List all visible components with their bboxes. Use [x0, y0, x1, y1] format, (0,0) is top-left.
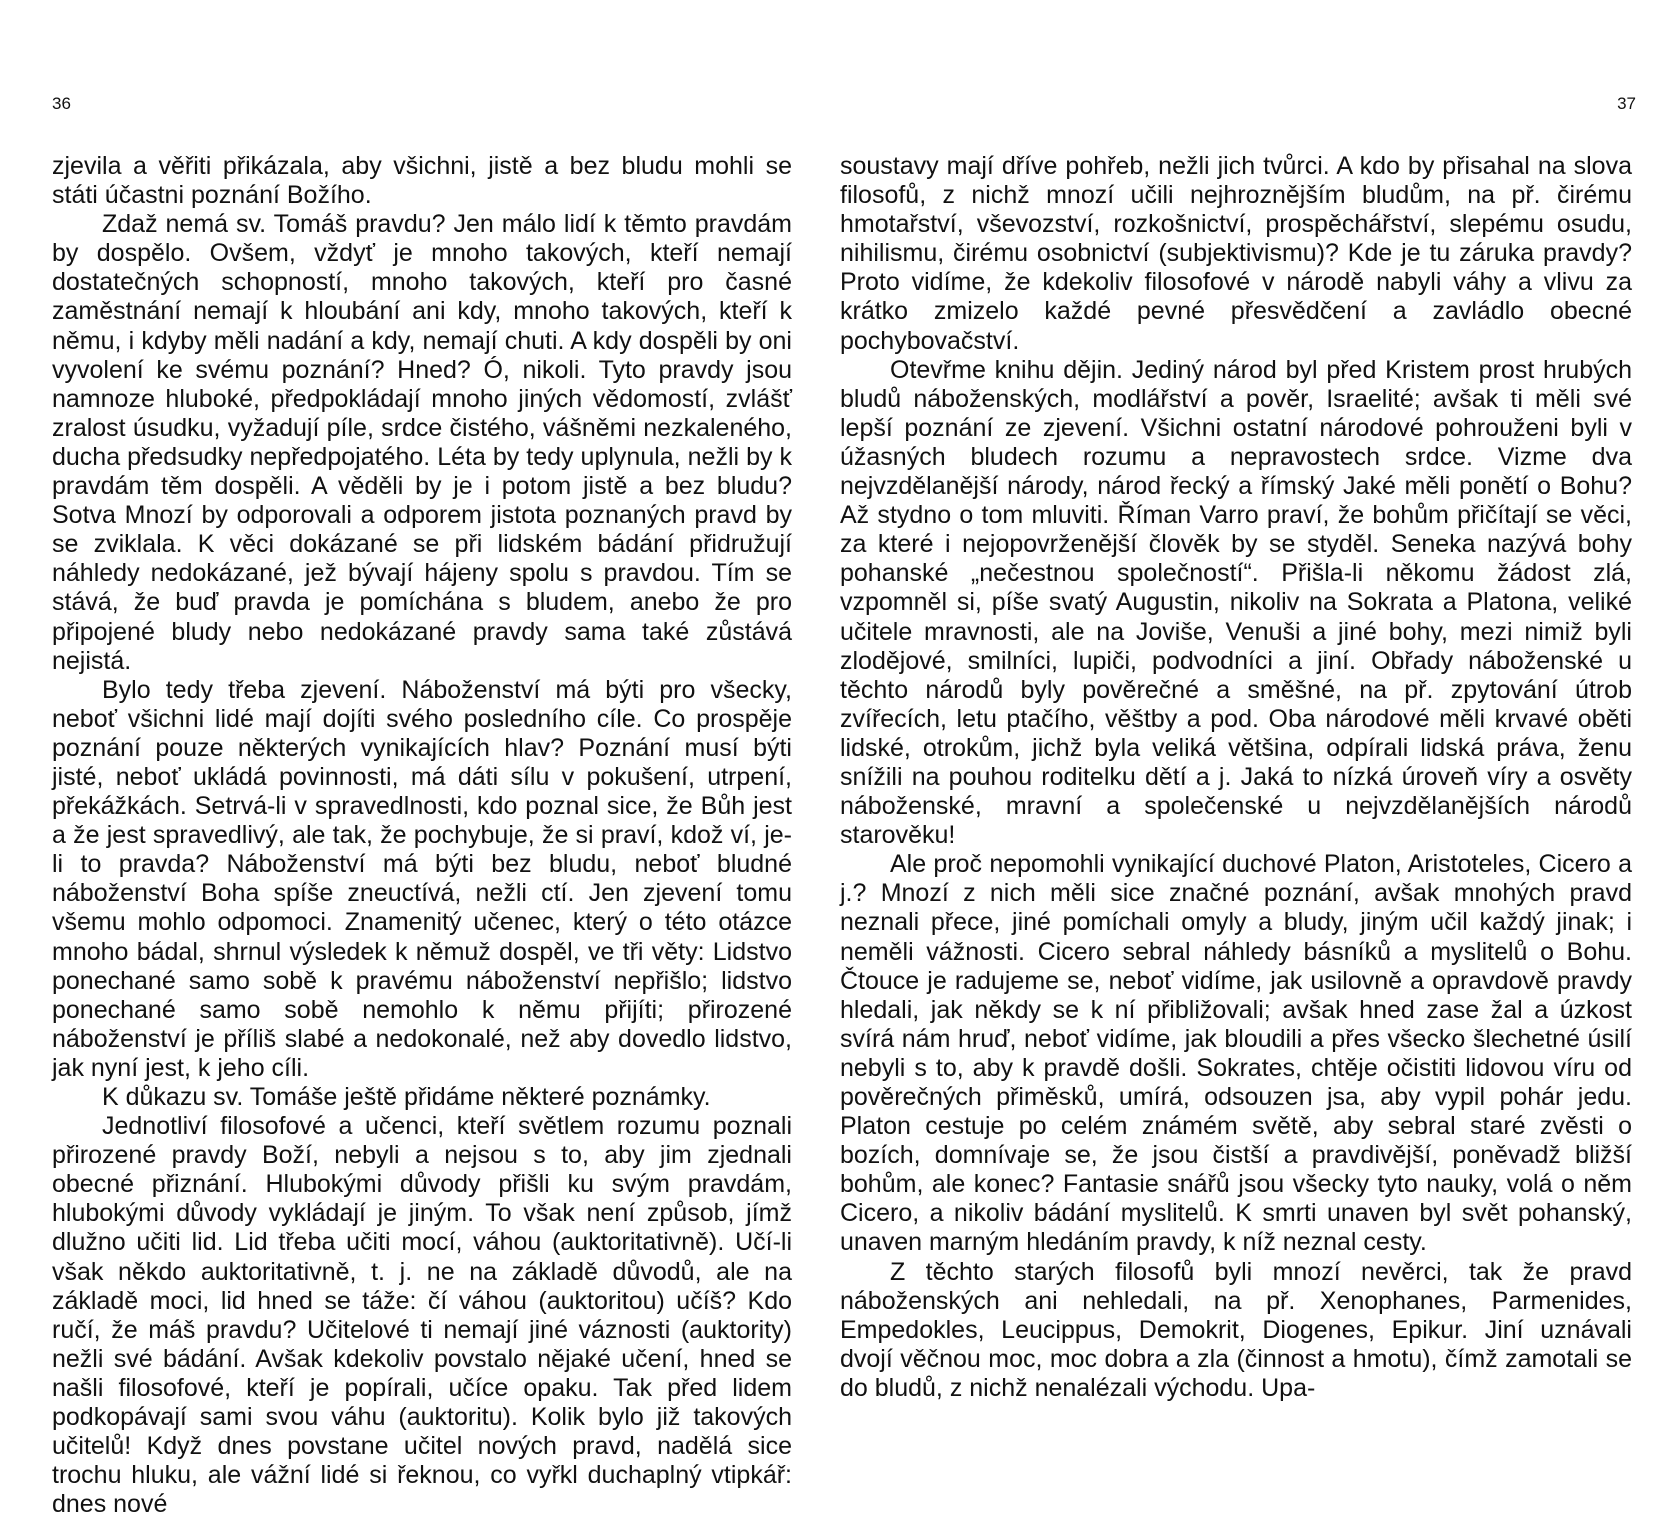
page-number-right: 37 — [1617, 94, 1636, 113]
right-page-text — [840, 152, 1632, 1403]
paragraph: soustavy mají dříve pohřeb, nežli jich tvůrci. A kdo by přisahal na slova filosofů, z nichž mnozí učili nejhroznějším bludům, na př. čirému hmotařství, vševozství, rozkošnictví, prospěchářství, slepému osudu, nihilismu, čirému osobnictví (subjektivismu)? Kde je tu záruka pravdy? Proto vidíme, že kdekoliv filosofové v národě nabyli váhy a vlivu za krátko zmizelo každé pevné přesvědčení a zavládlo obecné pochybovačství. — [840, 152, 1632, 355]
paragraph: K důkazu sv. Tomáše ještě přidáme některé poznámky. — [102, 1083, 711, 1111]
paragraph: Ale proč nepomohli vynikající duchové Platon, Aristoteles, Cicero a j.? Mnozí z nich měli sice značné poznání, avšak mnohých pravd neznali přece, jiné pomíchali omyly a bludy, jiným učil každý jinak; i neměli vážnosti. Cicero sebral náhledy básníků a myslitelů o Bohu. Čtouce je radujeme se, neboť vidíme, jak usilovně a opravdově pravdy hledali, jak někdy se k ní přibližovali; avšak hned zase žal a úzkost svírá nám hruď, neboť vidíme, jak bloudili a přes všecko šlechetné úsilí nebyli s to, aby k pravdě došli. Sokrates, chtěje očistiti lidovou víru od pověrečných přiměsků, umírá, odsouzen jsa, aby vypil pohár jedu. Platon cestuje po celém známém světě, aby sebral staré zvěsti o bozích, domnívaje se, že jsou čistší a pravdivější, poněvadž bližší bohům, ale konec? Fantasie snářů jsou všecky tyto nauky, volá o něm Cicero, a nikoliv bádání myslitelů. K smrti unaven byl svět pohanský, unaven marným hledáním pravdy, k níž neznal cesty. — [840, 850, 1632, 1257]
left-page-text — [52, 152, 792, 1519]
right-page — [836, 0, 1672, 1500]
paragraph: zjevila a věřiti přikázala, aby všichni, jistě a bez bludu mohli se státi účastni poznání Božího. — [52, 152, 792, 210]
paragraph: Zdaž nemá sv. Tomáš pravdu? Jen málo lidí k těmto pravdám by dospělo. Ovšem, vždyť je mnoho takových, kteří nemají dostatečných schopností, mnoho takových, kteří pro časné zaměstnání nemají k hloubání ani kdy, mnoho takových, kteří k němu, i kdyby měli nadání a kdy, nemají chuti. A kdy dospěli by oni vyvolení ke svému poznání? Hned? Ó, nikoli. Tyto pravdy jsou namnoze hluboké, předpokládají mnoho jiných vědomostí, zvlášť zralost úsudku, vyžadují píle, srdce čistého, vášněmi nezkaleného, ducha předsudky nepředpojatého. Léta by tedy uplynula, nežli by k pravdám těm dospěli. A věděli by je i potom jistě a bez bludu? Sotva Mnozí by odporovali a odporem jistota poznaných pravd by se zviklala. K věci dokázané se při lidském bádání přidružují náhledy nedokázané, jež bývají hájeny spolu s pravdou. Tím se stává, že buď pravda je pomíchána s bludem, anebo že pro připojené bludy nebo nedokázané pravdy sama také zůstává nejistá. — [52, 210, 792, 675]
paragraph: Z těchto starých filosofů byli mnozí nevěrci, tak že pravd náboženských ani nehledali, na př. Xenophanes, Parmenides, Empedokles, Leucippus, Demokrit, Diogenes, Epikur. Jiní uznávali dvojí věčnou moc, moc dobra a zla (činnost a hmotu), čímž zamotali se do bludů, z nichž nenalézali východu. Upa- — [840, 1257, 1632, 1402]
paragraph: Otevřme knihu dějin. Jediný národ byl před Kristem prost hrubých bludů náboženských, modlářství a pověr, Israelité; avšak ti měli své lepší poznání ze zjevení. Všichni ostatní národové pohrouženi byli v úžasných bludech rozumu a nepravostech srdce. Vizme dva nejvzdělanější národy, národ řecký a římský Jaké měli ponětí o Bohu? Až stydno o tom mluviti. Říman Varro praví, že bohům přičítají se věci, za které i nejopovrženější člověk by se styděl. Seneka nazývá bohy pohanské „nečestnou společností“. Přišla-li někomu žádost zlá, vzpomněl si, píše svatý Augustin, nikoliv na Sokrata a Platona, veliké učitele mravnosti, ale na Joviše, Venuši a jiné bohy, mezi nimiž byli zlodějové, smilníci, lupiči, podvodníci a jiní. Obřady náboženské u těchto národů byly pověrečné a směšné, na př. zpytování útrob zvířecích, letu ptačího, věštby a pod. Oba národové měli krvavé oběti lidské, otrokům, jichž byla veliká většina, odpírali lidská práva, ženu snížili na pouhou roditelku dětí a j. Jaká to nízká úroveň víry a osvěty náboženské, mravní a společenské u nejvzdělanějších národů starověku! — [840, 355, 1632, 850]
paragraph: Bylo tedy třeba zjevení. Náboženství má býti pro všecky, neboť všichni lidé mají dojíti svého posledního cíle. Co prospěje poznání pouze některých vynikajících hlav? Poznání musí býti jisté, neboť ukládá povinnosti, má dáti sílu v pokušení, utrpení, překážkách. Setrvá-li v spravedlnosti, kdo poznal sice, že Bůh jest a že jest spravedlivý, ale tak, že pochybuje, že si praví, kdož ví, je-li to pravda? Náboženství má býti bez bludu, neboť bludné náboženství Boha spíše zneuctívá, nežli ctí. Jen zjevení tomu všemu mohlo odpomoci. Znamenitý učenec, který o této otázce mnoho bádal, shrnul výsledek k němuž dospěl, ve tři věty: Lidstvo ponechané samo sobě k pravému náboženství nepřišlo; lidstvo ponechané samo sobě nemohlo k němu přijíti; přirozené náboženství je příliš slabé a nedokonalé, než aby dovedlo lidstvo, jak nyní jest, k jeho cíli. — [52, 675, 792, 1082]
paragraph: Jednotliví filosofové a učenci, kteří světlem rozumu poznali přirozené pravdy Boží, nebyli a nejsou s to, aby jim zjednali obecné přiznání. Hlubokými důvody přišli ku svým pravdám, hlubokými důvody vykládají je jiným. To však není způsob, jímž dlužno učiti lid. Lid třeba učiti mocí, váhou (auktoritativně). Učí-li však někdo auktoritativně, t. j. ne na základě důvodů, ale na základě moci, lid hned se táže: čí váhou (auktoritou) učíš? Kdo ručí, že máš pravdu? Učitelové ti nemají jiné váznosti (auktority) nežli své bádání. Avšak kdekoliv povstalo nějaké učení, hned se našli filosofové, kteří je popírali, učíce opaku. Tak před lidem podkopávají sami svou váhu (auktoritu). Kolik bylo již takových učitelů! Když dnes povstane učitel nových pravd, nadělá sice trochu hluku, ale vážní lidé si řeknou, co vyřkl duchaplný vtipkář: dnes nové — [52, 1112, 792, 1519]
page-number-left: 36 — [52, 94, 71, 113]
